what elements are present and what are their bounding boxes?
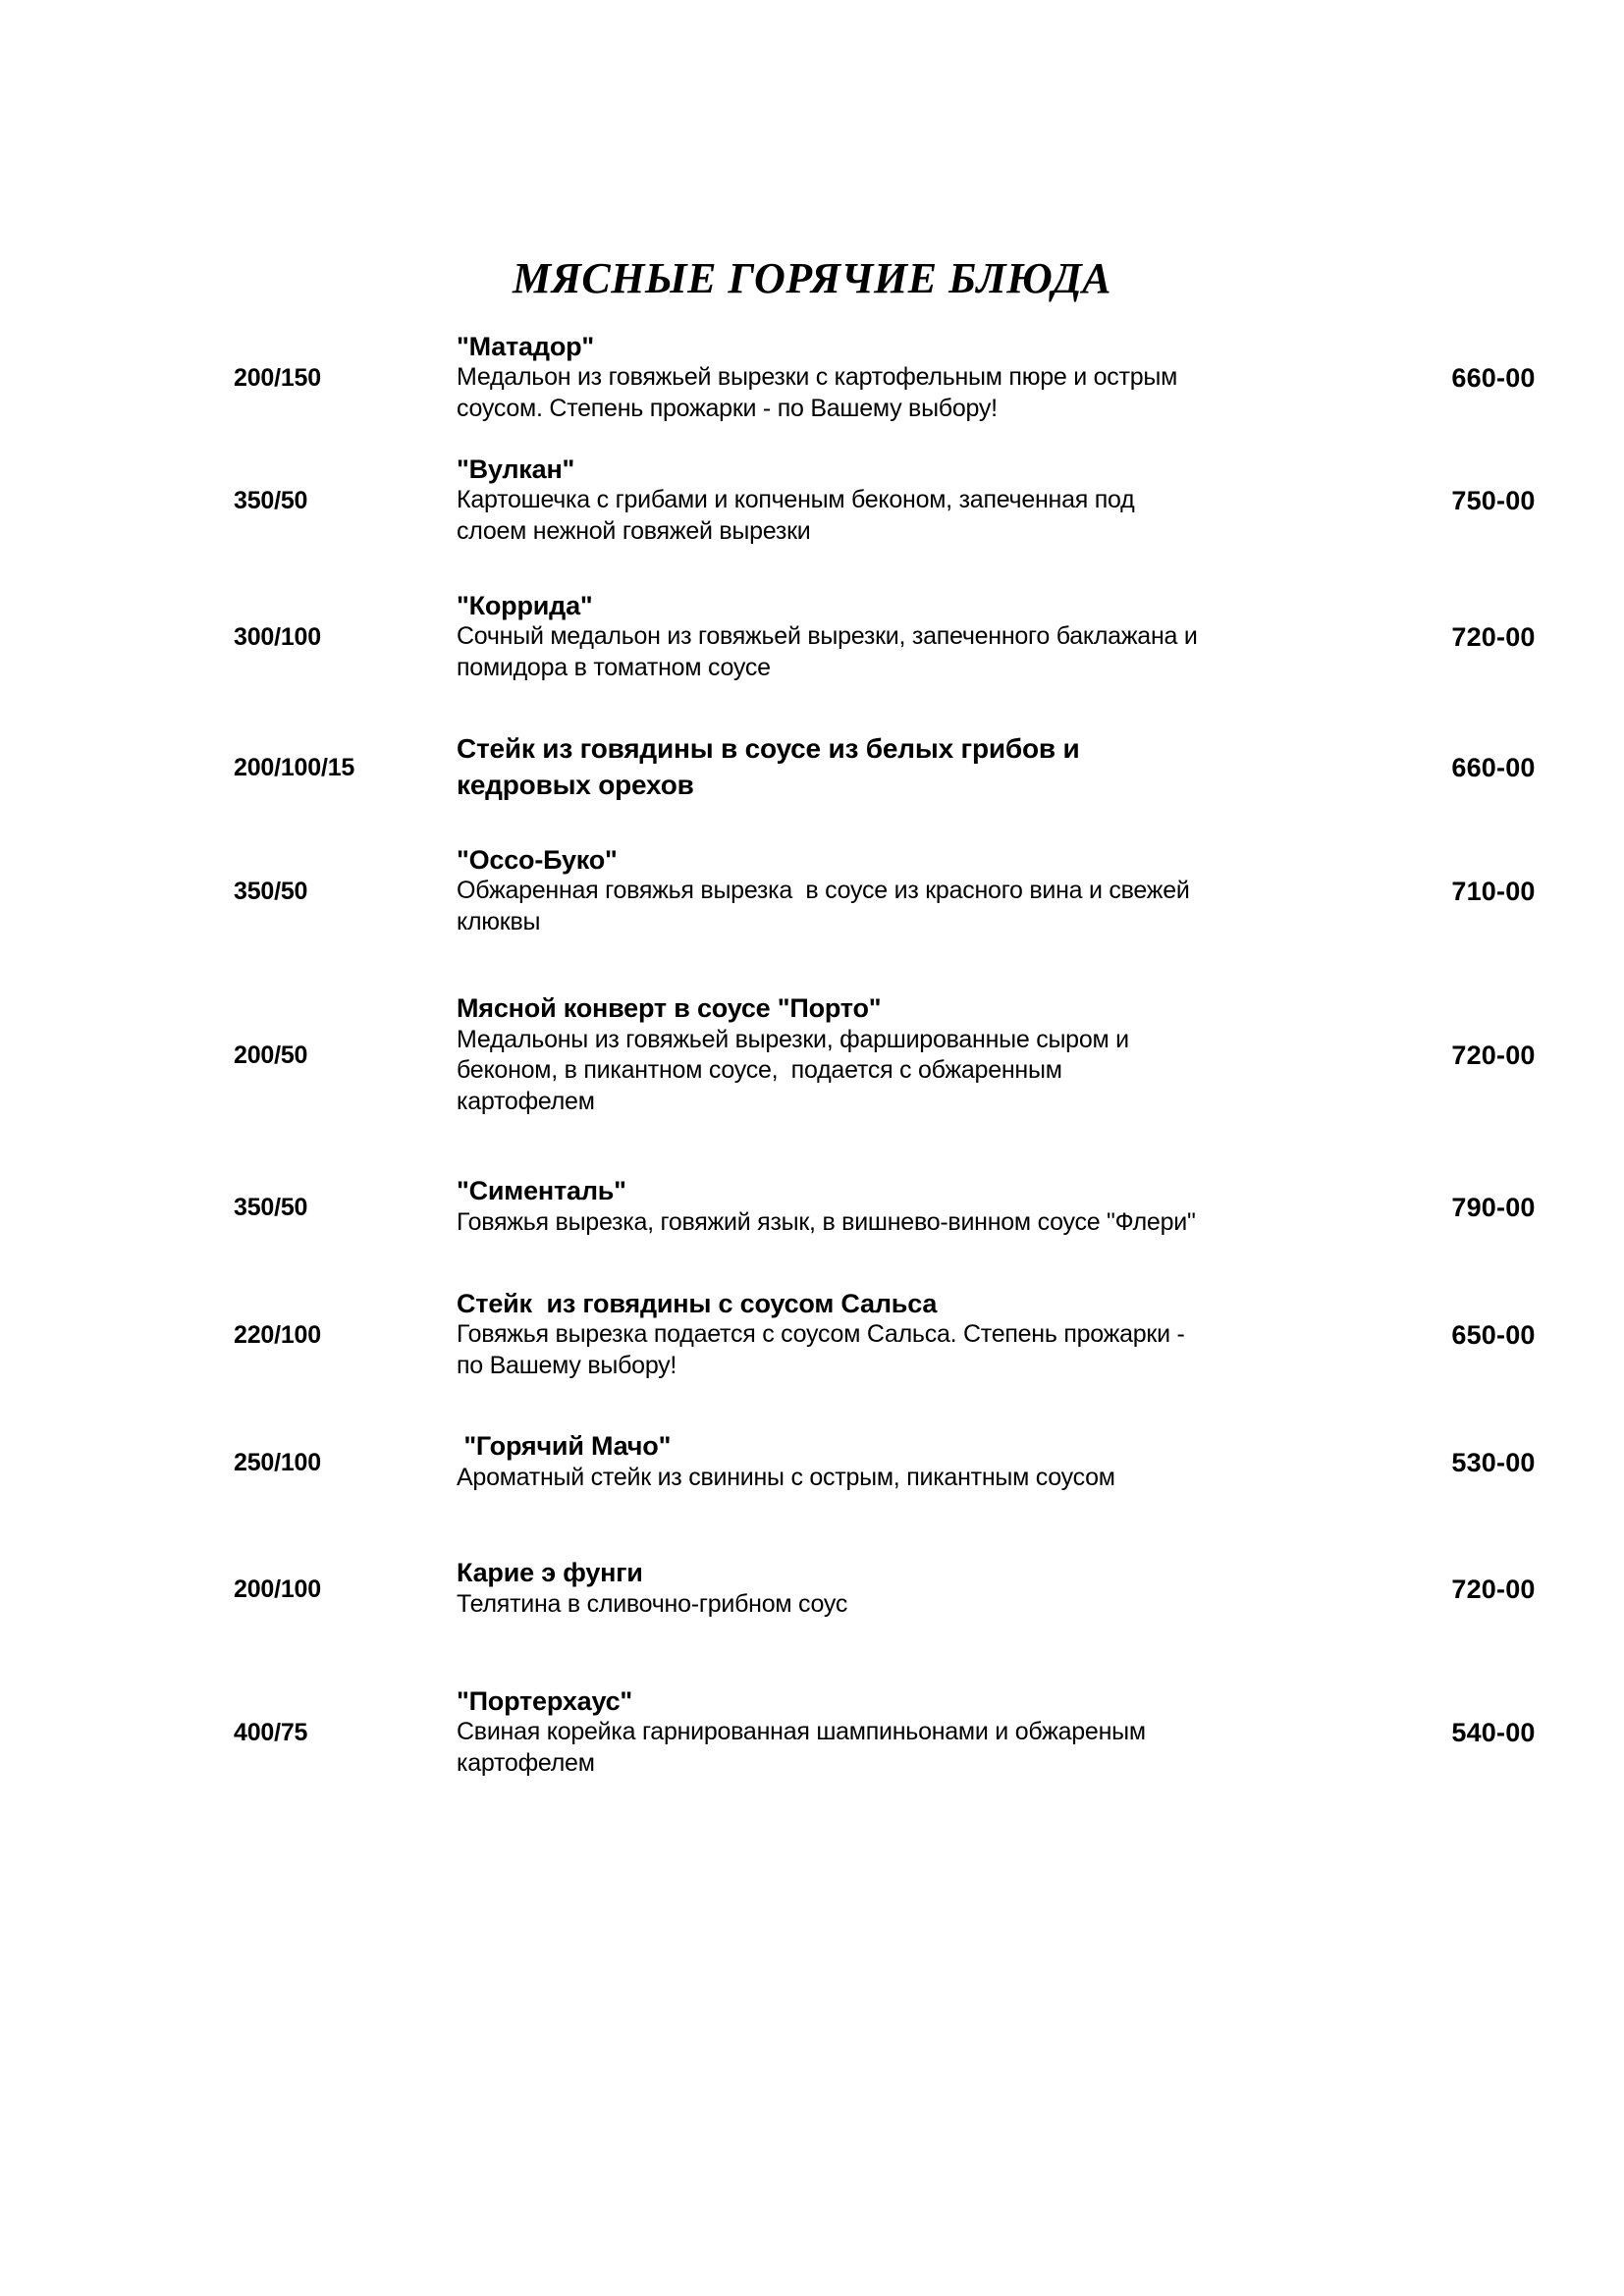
item-description: Медальон из говяжьей вырезки с картофельным пюре и острым соусом. Степень прожарки - по Вашему выбору! [457, 363, 1184, 422]
menu-item [0, 832, 1624, 950]
item-body [455, 1558, 1390, 1620]
item-price: 660-00 [1451, 362, 1536, 393]
item-description: Картошечка с грибами и копченым беконом, запеченная под слоем нежной говяжей вырезки [457, 486, 1142, 545]
item-weight: 200/150 [234, 363, 321, 392]
item-body [455, 332, 1390, 425]
menu-item [0, 1536, 1624, 1642]
menu-item [0, 1281, 1624, 1389]
item-weight: 400/75 [234, 1718, 308, 1746]
item-name: Стейк из говядины в соусе из белых грибов и кедровых орехов [457, 733, 1088, 800]
item-body [455, 1686, 1390, 1780]
item-name: "Оссо-Буко" [457, 844, 618, 875]
item-description: Сочный медальон из говяжьей вырезки, запеченного баклажана и помидора в томатном соусе [457, 622, 1205, 681]
menu-item [0, 1404, 1624, 1522]
item-name: "Сименталь" [457, 1176, 626, 1206]
item-price: 650-00 [1451, 1319, 1536, 1350]
item-description: Говяжья вырезка, говяжий язык, в вишнево-винном соусе "Флери" [457, 1208, 1196, 1237]
item-price: 790-00 [1451, 1192, 1536, 1222]
item-description: Ароматный стейк из свинины с острым, пикантным соусом [457, 1464, 1115, 1492]
menu-item [0, 324, 1624, 432]
menu-item [0, 715, 1624, 821]
menu-item [0, 982, 1624, 1129]
item-body [455, 731, 1390, 804]
item-price: 720-00 [1451, 621, 1536, 652]
item-name: Мясной конверт в соусе "Порто" [457, 992, 882, 1023]
item-name: "Портерхаус" [457, 1685, 633, 1716]
item-body [455, 454, 1390, 548]
item-name: "Коррида" [457, 590, 593, 620]
item-body [455, 1176, 1390, 1238]
item-body [455, 1289, 1390, 1382]
item-weight: 200/50 [234, 1041, 308, 1069]
item-price: 750-00 [1451, 485, 1536, 515]
item-price: 540-00 [1451, 1717, 1536, 1747]
item-weight: 220/100 [234, 1320, 321, 1349]
item-weight: 200/100/15 [234, 753, 355, 781]
item-body [455, 845, 1390, 938]
item-price: 720-00 [1451, 1574, 1536, 1604]
item-body [455, 591, 1390, 684]
item-price: 660-00 [1451, 752, 1536, 782]
item-weight: 200/100 [234, 1575, 321, 1603]
item-price: 530-00 [1451, 1447, 1536, 1477]
menu-item [0, 442, 1624, 560]
item-name: Карие э фунги [457, 1558, 643, 1588]
item-name: "Горячий Мачо" [457, 1431, 672, 1462]
item-body [455, 1431, 1390, 1493]
item-description: Обжаренная говяжья вырезка в соусе из красного вина и свежей клюквы [457, 877, 1197, 935]
item-description: Телятина в сливочно-грибном соус [457, 1590, 848, 1619]
item-name: "Матадор" [457, 331, 595, 361]
item-description: Медальоны из говяжьей вырезки, фаршированные сыром и беконом, в пикантном соусе, подается с обжаренным картофелем [457, 1025, 1136, 1115]
item-weight: 300/100 [234, 622, 321, 651]
menu-item [0, 1669, 1624, 1796]
menu-item [0, 1148, 1624, 1266]
item-name: Стейк из говядины с соусом Сальса [457, 1288, 938, 1318]
item-description: Говяжья вырезка подается с соусом Сальса. Степень прожарки - по Вашему выбору! [457, 1320, 1192, 1379]
item-name: "Вулкан" [457, 454, 575, 484]
item-price: 720-00 [1451, 1040, 1536, 1070]
item-body [455, 993, 1390, 1117]
item-price: 710-00 [1451, 876, 1536, 906]
menu-item [0, 574, 1624, 700]
item-description: Свиная корейка гарнированная шампиньонами и обжареным картофелем [457, 1718, 1153, 1777]
item-weight: 350/50 [234, 1193, 308, 1221]
page-title: МЯСНЫЕ ГОРЯЧИЕ БЛЮДА [512, 254, 1112, 302]
item-weight: 350/50 [234, 877, 308, 905]
item-weight: 250/100 [234, 1448, 321, 1476]
item-weight: 350/50 [234, 486, 308, 514]
